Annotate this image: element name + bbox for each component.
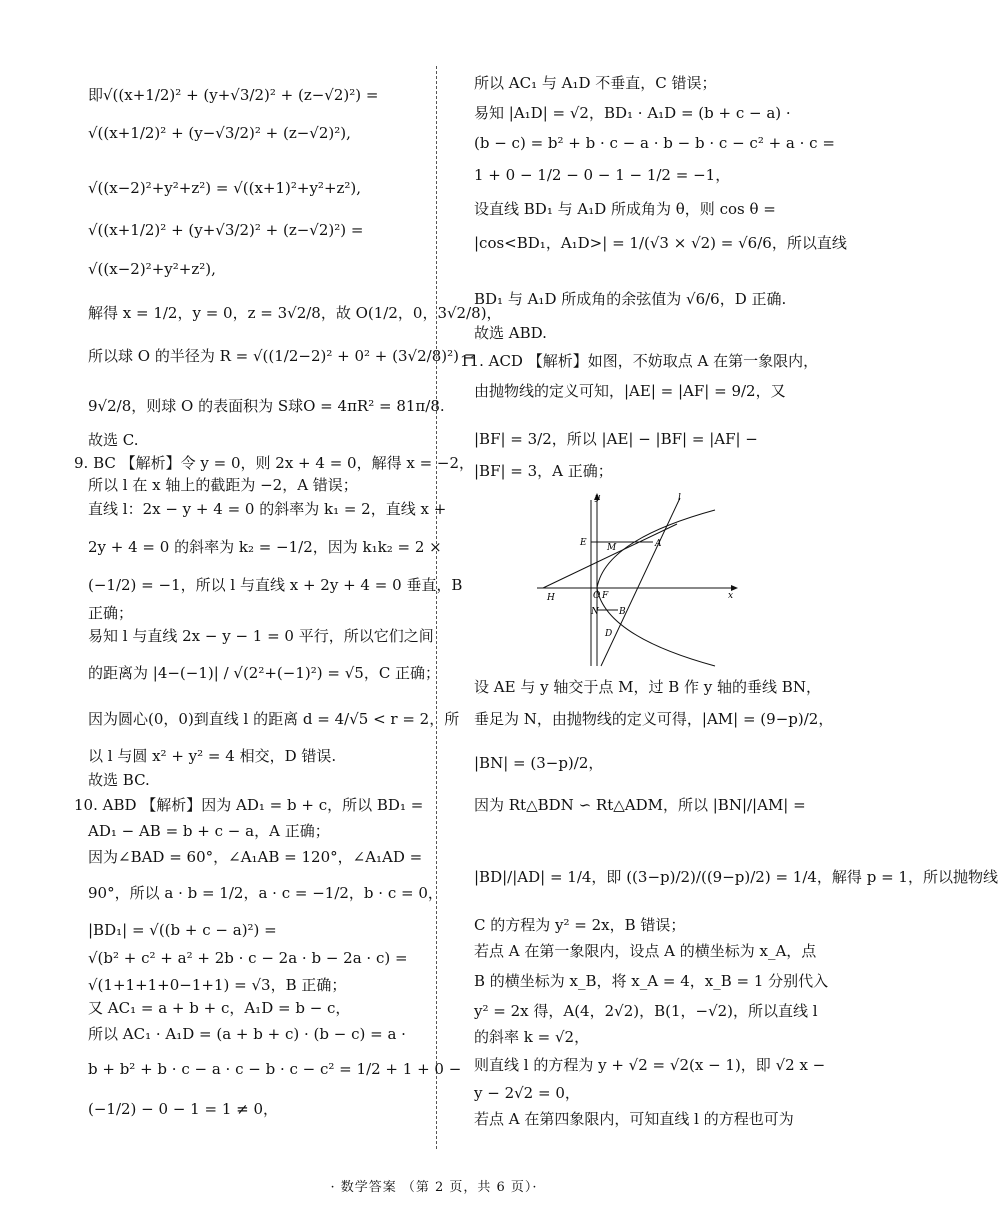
text-line: (−1/2) − 0 − 1 = 1 ≠ 0， xyxy=(88,1100,279,1118)
text-line: 由抛物线的定义可知，|AE| = |AF| = 9/2，又 xyxy=(474,382,786,400)
text-line: √((x−2)²+y²+z²), xyxy=(88,260,216,278)
line-l xyxy=(601,498,680,666)
text-line: (b − c) = b² + b · c − a · b − b · c − c² + a · c = xyxy=(474,134,835,152)
text-line: 设 AE 与 y 轴交于点 M，过 B 作 y 轴的垂线 BN， xyxy=(474,678,821,696)
text-line: 的斜率 k = √2， xyxy=(474,1028,590,1046)
label-O: O xyxy=(593,591,601,601)
text-line: 垂足为 N，由抛物线的定义可得，|AM| = (9−p)/2， xyxy=(474,710,834,728)
text-line: C 的方程为 y² = 2x，B 错误； xyxy=(474,916,686,934)
text-line: 2y + 4 = 0 的斜率为 k₂ = −1/2，因为 k₁k₂ = 2 × xyxy=(88,538,442,556)
label-F: F xyxy=(602,591,609,601)
text-line: 因为∠BAD = 60°，∠A₁AB = 120°，∠A₁AD = xyxy=(88,848,423,866)
text-line: 因为 Rt△BDN ∽ Rt△ADM，所以 |BN|/|AM| = xyxy=(474,796,806,814)
text-line: (−1/2) = −1，所以 l 与直线 x + 2y + 4 = 0 垂直，B xyxy=(88,576,463,594)
text-line: √((x+1/2)² + (y−√3/2)² + (z−√2)²), xyxy=(88,124,351,142)
text-line: √(b² + c² + a² + 2b · c − 2a · b − 2a · c) = xyxy=(88,949,408,967)
text-line: 因为圆心(0，0)到直线 l 的距离 d = 4/√5 < r = 2，所 xyxy=(88,710,460,728)
text-line: 故选 BC. xyxy=(88,771,150,789)
text-line: 解得 x = 1/2，y = 0，z = 3√2/8，故 O(1/2，0，3√2/8)， xyxy=(88,304,502,322)
label-D: D xyxy=(605,629,613,639)
label-x: x xyxy=(728,591,734,601)
text-line: |BN| = (3−p)/2， xyxy=(474,754,604,772)
parabola-figure xyxy=(535,490,745,668)
question-11-header: 11. ACD 【解析】如图，不妨取点 A 在第一象限内， xyxy=(460,352,819,370)
text-line: 又 AC₁ = a + b + c，A₁D = b − c， xyxy=(88,999,351,1017)
text-line: |BD₁| = √((b + c − a)²) = xyxy=(88,921,277,939)
label-A: A xyxy=(655,539,662,549)
text-line: |BF| = 3，A 正确； xyxy=(474,462,613,480)
text-line: 所以 AC₁ · A₁D = (a + b + c) · (b − c) = a · xyxy=(88,1025,406,1043)
text-line: 所以 AC₁ 与 A₁D 不垂直，C 错误； xyxy=(474,74,717,92)
text-line: B 的横坐标为 x_B，将 x_A = 4，x_B = 1 分别代入 xyxy=(474,972,829,990)
text-line: |BF| = 3/2，所以 |AE| − |BF| = |AF| − xyxy=(474,430,758,448)
text-line: 正确； xyxy=(88,604,134,622)
text-line: 1 + 0 − 1/2 − 0 − 1 − 1/2 = −1， xyxy=(474,166,731,184)
label-B: B xyxy=(619,607,626,617)
text-line: 若点 A 在第四象限内，可知直线 l 的方程也可为 xyxy=(474,1110,794,1128)
text-line: 若点 A 在第一象限内，设点 A 的横坐标为 x_A，点 xyxy=(474,942,817,960)
text-line: 易知 |A₁D| = √2，BD₁ · A₁D = (b + c − a) · xyxy=(474,104,791,122)
text-line: BD₁ 与 A₁D 所成角的余弦值为 √6/6，D 正确. xyxy=(474,290,787,308)
label-E: E xyxy=(580,538,587,548)
text-line: 易知 l 与直线 2x − y − 1 = 0 平行，所以它们之间 xyxy=(88,627,434,645)
text-line: 故选 ABD. xyxy=(474,324,547,342)
label-H: H xyxy=(547,593,555,603)
page-footer: · 数学答案 （第 2 页，共 6 页）· xyxy=(330,1180,538,1195)
text-line: 则直线 l 的方程为 y + √2 = √2(x − 1)，即 √2 x − xyxy=(474,1056,826,1074)
text-line: |cos<BD₁，A₁D>| = 1/(√3 × √2) = √6/6，所以直线 xyxy=(474,234,847,252)
text-line: √((x−2)²+y²+z²) = √((x+1)²+y²+z²), xyxy=(88,179,362,197)
text-line: 以 l 与圆 x² + y² = 4 相交，D 错误. xyxy=(88,747,337,765)
text-line: |BD|/|AD| = 1/4，即 ((3−p)/2)/((9−p)/2) = 1/4，解得 p = 1，所以抛物线 xyxy=(474,868,998,886)
text-line: √((x+1/2)² + (y+√3/2)² + (z−√2)²) = xyxy=(88,221,364,239)
text-line: 设直线 BD₁ 与 A₁D 所成角为 θ，则 cos θ = xyxy=(474,200,776,218)
text-line: 所以球 O 的半径为 R = √((1/2−2)² + 0² + (3√2/8)²) = xyxy=(88,347,477,365)
label-M: M xyxy=(607,543,617,553)
text-line: y² = 2x 得，A(4，2√2)，B(1，−√2)，所以直线 l xyxy=(474,1002,818,1020)
text-line: 的距离为 |4−(−1)| / √(2²+(−1)²) = √5，C 正确； xyxy=(88,664,441,682)
text-line: b + b² + b · c − a · c − b · c − c² = 1/2 + 1 + 0 − xyxy=(88,1060,462,1078)
label-y: y xyxy=(595,493,601,503)
text-line: y − 2√2 = 0， xyxy=(474,1084,580,1102)
text-line: √(1+1+1+0−1+1) = √3，B 正确； xyxy=(88,976,347,994)
text-line: 故选 C. xyxy=(88,431,139,449)
label-N: N xyxy=(591,607,599,617)
column-divider xyxy=(436,66,437,1149)
text-line: 9√2/8，则球 O 的表面积为 S球O = 4πR² = 81π/8. xyxy=(88,397,445,415)
text-line: 90°，所以 a · b = 1/2，a · c = −1/2，b · c = 0， xyxy=(88,884,443,902)
text-line: AD₁ − AB = b + c − a，A 正确； xyxy=(88,822,330,840)
text-line: 所以 l 在 x 轴上的截距为 −2，A 错误； xyxy=(88,476,358,494)
question-9-header: 9. BC 【解析】令 y = 0，则 2x + 4 = 0，解得 x = −2， xyxy=(74,454,475,472)
label-l: l xyxy=(678,493,681,503)
question-10-header: 10. ABD 【解析】因为 AD₁ = b + c，所以 BD₁ = xyxy=(74,796,424,814)
text-line: 直线 l：2x − y + 4 = 0 的斜率为 k₁ = 2，直线 x + xyxy=(88,500,447,518)
text-line: 即√((x+1/2)² + (y+√3/2)² + (z−√2)²) = xyxy=(88,86,379,104)
line-ha xyxy=(543,524,677,588)
